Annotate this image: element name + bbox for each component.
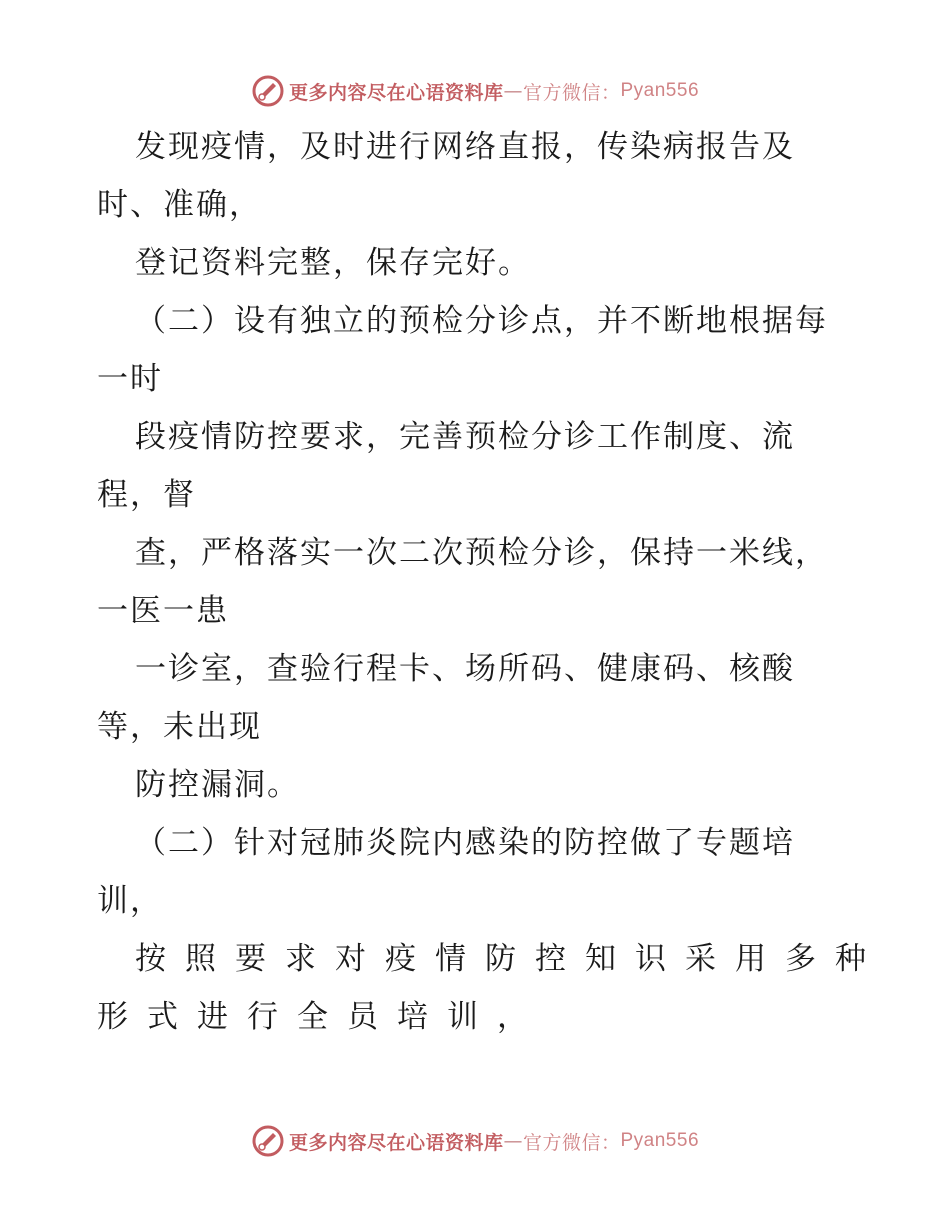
text-line: 一时 [97,361,163,397]
watermark-separator: — [503,80,523,102]
watermark-side-label: 官方微信： [522,1131,621,1154]
text-line: 发现疫情，及时进行网络直报，传染病报告及 [135,129,795,165]
text-line: 登记资料完整，保存完好。 [135,245,531,281]
watermark-separator: — [503,1130,523,1152]
text-line-justified: 形式进行全员培训， [97,999,547,1035]
text-line: （二）针对冠肺炎院内感染的防控做了专题培 [135,825,795,861]
seal-logo-icon [251,1124,285,1158]
watermark-main-text: 更多内容尽在心语资料库 [288,81,504,104]
seal-logo-icon [251,74,285,108]
text-line: 训， [97,883,163,919]
text-line: 一诊室，查验行程卡、场所码、健康码、核酸 [135,651,795,687]
watermark-id: Pyan556 [620,80,700,101]
text-line: 一医一患 [97,593,229,629]
document-body [97,118,885,1046]
watermark-footer [0,1121,950,1161]
watermark-id: Pyan556 [620,1130,700,1151]
text-line: 时、准确， [97,187,262,223]
text-line: 查，严格落实一次二次预检分诊，保持一米线， [135,535,828,571]
watermark-side-label: 官方微信： [522,81,621,104]
text-line: 段疫情防控要求，完善预检分诊工作制度、流 [135,419,795,455]
text-line: （二）设有独立的预检分诊点，并不断地根据每 [135,303,828,339]
watermark-header [0,71,950,111]
text-line: 程，督 [97,477,196,513]
text-line: 等，未出现 [97,709,262,745]
text-line-justified: 按照要求对疫情防控知识采用多种 [135,941,885,977]
watermark-main-text: 更多内容尽在心语资料库 [288,1131,504,1154]
text-line: 防控漏洞。 [135,767,300,803]
